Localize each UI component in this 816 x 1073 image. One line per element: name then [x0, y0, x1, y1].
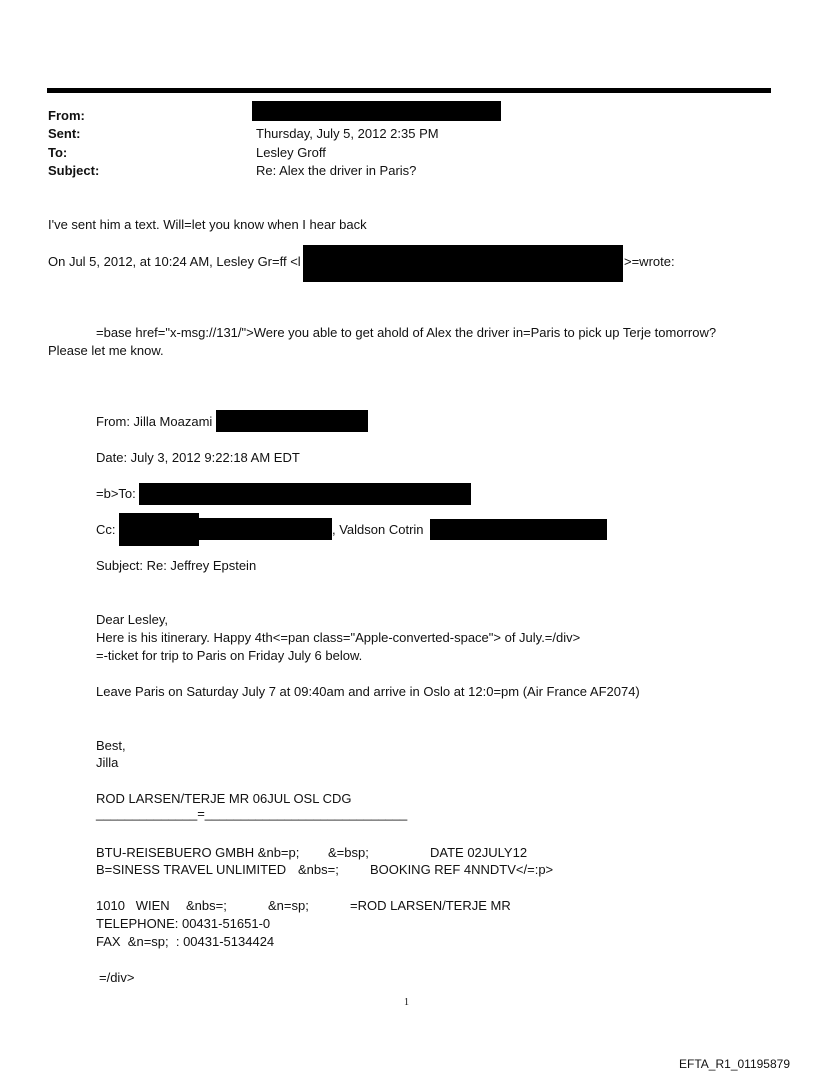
page-number: 1 — [404, 997, 409, 1008]
redaction-cc-1b — [196, 518, 332, 540]
forwarded-cc-middle: , Valdson Cotrin — [332, 522, 424, 537]
quote-intro-right: >=wrote: — [624, 254, 675, 269]
redaction-forwarded-from — [216, 410, 368, 432]
itinerary-intro-line: Here is his itinerary. Happy 4th<=pan class="Apple-converted-space"> of July.=/div> — [96, 630, 581, 645]
agency-line1-a: BTU-REISEBUERO GMBH &nb=p; — [96, 845, 300, 860]
to-label: To: — [48, 145, 68, 160]
forwarded-cc-prefix: Cc: — [96, 522, 120, 537]
ticket-line: =-ticket for trip to Paris on Friday July 6 below. — [96, 648, 363, 663]
redaction-from — [252, 101, 501, 121]
telephone-line: TELEPHONE: 00431-51651-0 — [96, 916, 271, 931]
forwarded-from-line: From: Jilla Moazami — [96, 414, 213, 429]
subject-value: Re: Alex the driver in Paris? — [256, 163, 417, 178]
agency-line2-a: B=SINESS TRAVEL UNLIMITED — [96, 862, 287, 877]
quoted-message-line2: Please let me know. — [48, 343, 164, 358]
quote-intro-left: On Jul 5, 2012, at 10:24 AM, Lesley Gr=ff <l — [48, 254, 301, 269]
reply-line: I've sent him a text. Will=let you know when I hear back — [48, 217, 367, 232]
signoff-name: Jilla — [96, 755, 119, 770]
quoted-message-line1: =base href="x-msg://131/">Were you able to get ahold of Alex the driver in=Paris to pick up Terje tomorrow? — [96, 325, 717, 340]
departure-line: Leave Paris on Saturday July 7 at 09:40am and arrive in Oslo at 12:0=pm (Air France AF2074) — [96, 684, 640, 699]
to-value: Lesley Groff — [256, 145, 326, 160]
redaction-cc-1a — [119, 513, 199, 546]
address-nbsp-2: &n=sp; — [268, 898, 309, 913]
document-id: EFTA_R1_01195879 — [679, 1057, 790, 1071]
passenger-line: ROD LARSEN/TERJE MR 06JUL OSL CDG — [96, 791, 352, 806]
agency-line1-b: &=bsp; — [328, 845, 369, 860]
redaction-forwarded-to — [139, 483, 471, 505]
agency-line2-b: &nbs=; — [298, 862, 339, 877]
subject-label: Subject: — [48, 163, 100, 178]
sent-label: Sent: — [48, 126, 81, 141]
from-label: From: — [48, 108, 85, 123]
fax-line: FAX &n=sp; : 00431-5134424 — [96, 934, 275, 949]
redaction-quote-email — [303, 245, 623, 282]
address-city: 1010 WIEN — [96, 898, 170, 913]
underline-line: ______________=____________________________ — [96, 806, 408, 821]
address-passenger: =ROD LARSEN/TERJE MR — [350, 898, 511, 913]
agency-line1-c: DATE 02JULY12 — [430, 845, 528, 860]
agency-line2-c: BOOKING REF 4NNDTV</=:p> — [370, 862, 554, 877]
address-nbsp-1: &nbs=; — [186, 898, 227, 913]
forwarded-subject-line: Subject: Re: Jeffrey Epstein — [96, 558, 257, 573]
signoff-best: Best, — [96, 738, 126, 753]
closing-div: =/div> — [99, 970, 135, 985]
sent-value: Thursday, July 5, 2012 2:35 PM — [256, 126, 439, 141]
header-rule — [47, 88, 771, 93]
greeting: Dear Lesley, — [96, 612, 169, 627]
forwarded-date-line: Date: July 3, 2012 9:22:18 AM EDT — [96, 450, 300, 465]
redaction-cc-2 — [430, 519, 607, 540]
forwarded-to-line: =b>To: — [96, 486, 136, 501]
